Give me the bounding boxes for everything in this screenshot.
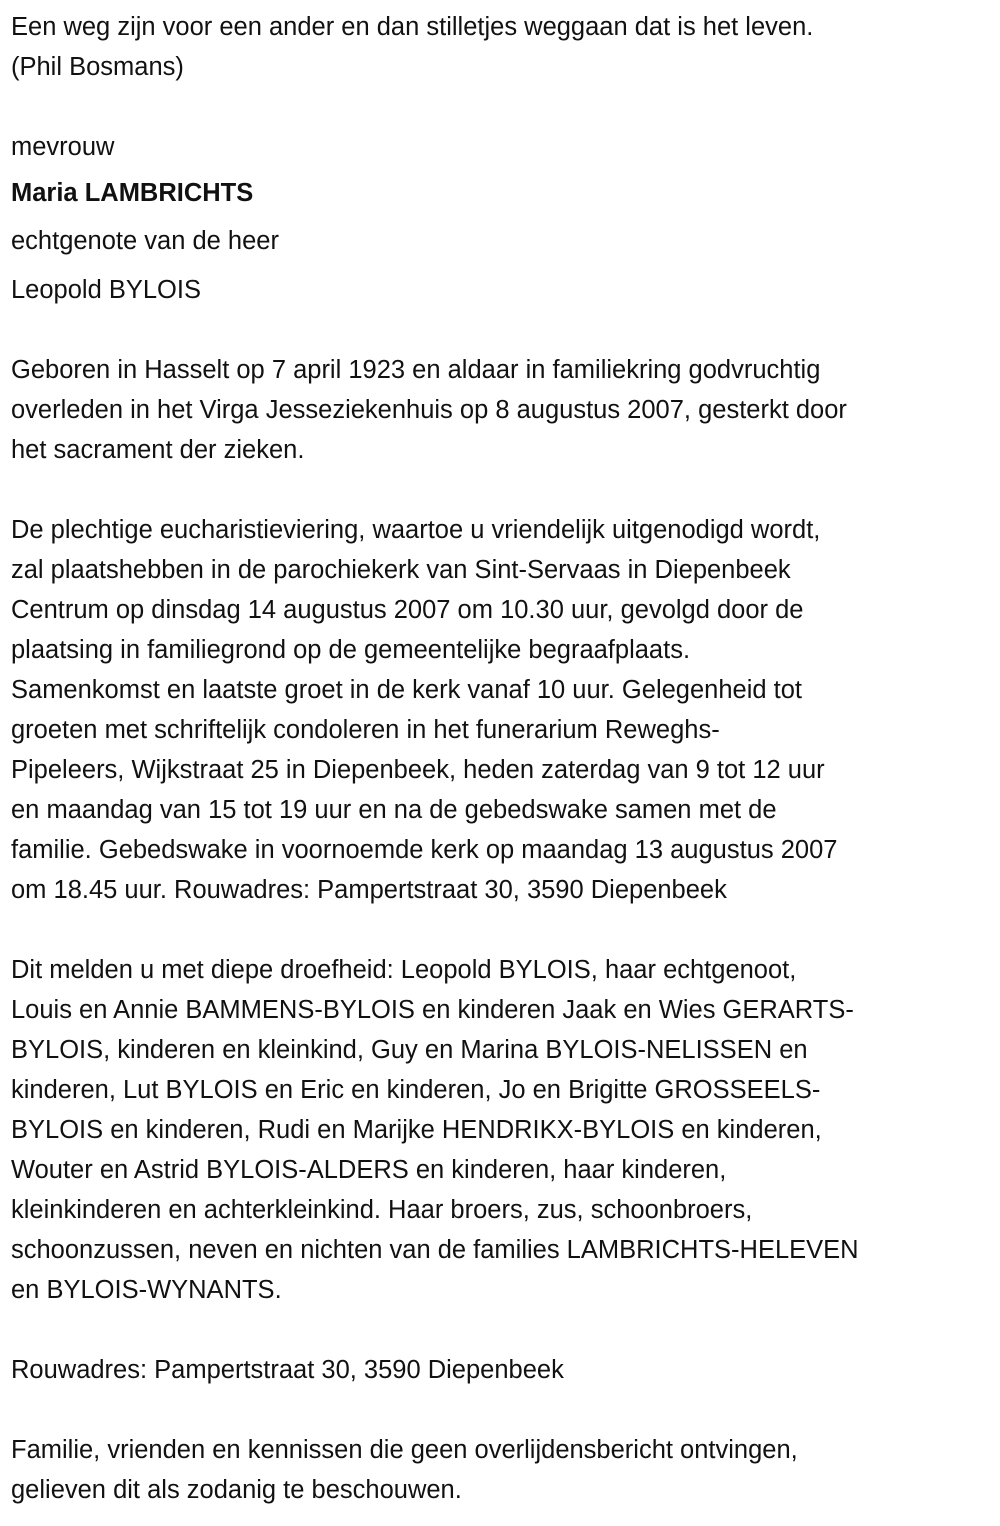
quote-author: (Phil Bosmans) <box>11 53 184 81</box>
text-line: om 18.45 uur. Rouwadres: Pampertstraat 30, 3590 Diepenbeek <box>11 876 727 904</box>
address-paragraph <box>11 1350 564 1390</box>
text-line: schoonzussen, neven en nichten van de families LAMBRICHTS-HELEVEN <box>11 1236 859 1264</box>
deceased-name: Maria LAMBRICHTS <box>11 179 254 207</box>
text-line: kleinkinderen en achterkleinkind. Haar broers, zus, schoonbroers, <box>11 1196 753 1224</box>
text-line: groeten met schriftelijk condoleren in het funerarium Reweghs- <box>11 716 720 744</box>
salutation: mevrouw <box>11 133 115 161</box>
text-line: BYLOIS, kinderen en kleinkind, Guy en Marina BYLOIS-NELISSEN en <box>11 1036 808 1064</box>
text-line: kinderen, Lut BYLOIS en Eric en kinderen, Jo en Brigitte GROSSEELS- <box>11 1076 821 1104</box>
text-line: Pipeleers, Wijkstraat 25 in Diepenbeek, heden zaterdag van 9 tot 12 uur <box>11 756 825 784</box>
birth-death-paragraph <box>11 350 847 470</box>
text-line: en BYLOIS-WYNANTS. <box>11 1276 282 1304</box>
text-line: het sacrament der zieken. <box>11 436 305 464</box>
text-line: Centrum op dinsdag 14 augustus 2007 om 10.30 uur, gevolgd door de <box>11 596 804 624</box>
text-line: en maandag van 15 tot 19 uur en na de gebedswake samen met de <box>11 796 777 824</box>
text-line: Familie, vrienden en kennissen die geen overlijdensbericht ontvingen, <box>11 1436 798 1464</box>
text-line: overleden in het Virga Jesseziekenhuis op 8 augustus 2007, gesterkt door <box>11 396 847 424</box>
relation: echtgenote van de heer <box>11 227 279 255</box>
text-line: Samenkomst en laatste groet in de kerk vanaf 10 uur. Gelegenheid tot <box>11 676 802 704</box>
text-line: Geboren in Hasselt op 7 april 1923 en aldaar in familiekring godvruchtig <box>11 356 821 384</box>
text-line: Dit melden u met diepe droefheid: Leopold BYLOIS, haar echtgenoot, <box>11 956 797 984</box>
quote-text: Een weg zijn voor een ander en dan stilletjes weggaan dat is het leven. <box>11 13 814 41</box>
text-line: Wouter en Astrid BYLOIS-ALDERS en kinderen, haar kinderen, <box>11 1156 727 1184</box>
text-line: BYLOIS en kinderen, Rudi en Marijke HENDRIKX-BYLOIS en kinderen, <box>11 1116 822 1144</box>
text-line: Rouwadres: Pampertstraat 30, 3590 Diepenbeek <box>11 1356 564 1384</box>
text-line: Louis en Annie BAMMENS-BYLOIS en kinderen Jaak en Wies GERARTS- <box>11 996 854 1024</box>
ceremony-paragraph <box>11 510 837 910</box>
family-paragraph <box>11 950 859 1310</box>
text-line: De plechtige eucharistieviering, waartoe u vriendelijk uitgenodigd wordt, <box>11 516 821 544</box>
text-line: familie. Gebedswake in voornoemde kerk op maandag 13 augustus 2007 <box>11 836 838 864</box>
text-line: plaatsing in familiegrond op de gemeentelijke begraafplaats. <box>11 636 691 664</box>
text-line: gelieven dit als zodanig te beschouwen. <box>11 1476 462 1504</box>
spouse-name: Leopold BYLOIS <box>11 276 201 304</box>
text-line: zal plaatshebben in de parochiekerk van Sint-Servaas in Diepenbeek <box>11 556 791 584</box>
closing-paragraph <box>11 1430 798 1510</box>
